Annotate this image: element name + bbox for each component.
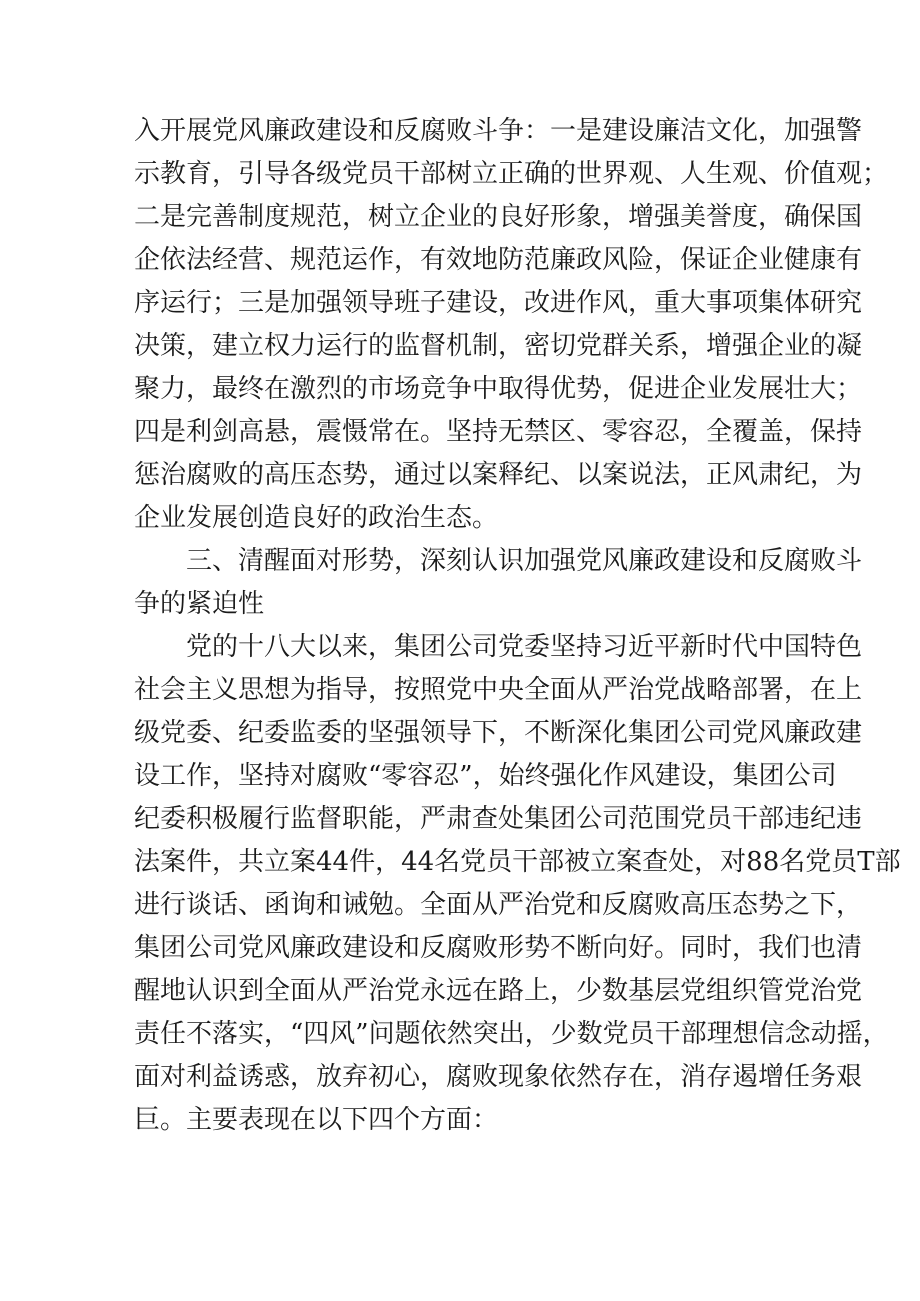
text-line: 入开展党风廉政建设和反腐败斗争：一是建设廉洁文化，加强警: [134, 116, 863, 146]
text-line: 惩治腐败的高压态势，通过以案释纪、以案说法，正风肃纪，为: [134, 460, 863, 490]
text-line: 序运行；三是加强领导班子建设，改进作风，重大事项集体研究: [134, 288, 863, 318]
text-line: 纪委积极履行监督职能，严肃查处集团公司范围党员干部违纪违: [134, 804, 863, 834]
text-line: 巨。主要表现在以下四个方面：: [134, 1105, 499, 1135]
section-heading-line: 三、清醒面对形势，深刻认识加强党风廉政建设和反腐败斗: [186, 546, 863, 576]
section-heading-line: 争的紧迫性: [134, 589, 265, 619]
text-line: 集团公司党风廉政建设和反腐败形势不断向好。同时，我们也清: [134, 933, 863, 963]
text-line: 决策，建立权力运行的监督机制，密切党群关系，增强企业的凝: [134, 331, 863, 361]
text-line: 社会主义思想为指导，按照党中央全面从严治党战略部署，在上: [134, 675, 863, 705]
text-line: 党的十八大以来，集团公司党委坚持习近平新时代中国特色: [186, 632, 863, 662]
body-text: [134, 110, 901, 1142]
text-line: 醒地认识到全面从严治党永远在路上，少数基层党组织管党治党: [134, 976, 863, 1006]
text-line: 四是利剑高悬，震慑常在。坚持无禁区、零容忍，全覆盖，保持: [134, 417, 863, 447]
text-line: 聚力，最终在激烈的市场竞争中取得优势，促进企业发展壮大；: [134, 374, 863, 404]
text-line: 法案件，共立案44件，44名党员干部被立案查处，对88名党员T部: [134, 847, 901, 877]
text-line: 企依法经营、规范运作，有效地防范廉政风险，保证企业健康有: [134, 245, 863, 275]
text-line: 示教育，引导各级党员干部树立正确的世界观、人生观、价值观；: [134, 159, 889, 189]
text-line: 二是完善制度规范，树立企业的良好形象，增强美誉度，确保国: [134, 202, 863, 232]
text-line: 级党委、纪委监委的坚强领导下，不断深化集团公司党风廉政建: [134, 718, 863, 748]
text-line: 面对利益诱惑，放弃初心，腐败现象依然存在，消存遏增任务艰: [134, 1062, 863, 1092]
text-line: 进行谈话、函询和诫勉。全面从严治党和反腐败高压态势之下，: [134, 890, 863, 920]
text-line: 设工作，坚持对腐败“零容忍”，始终强化作风建设，集团公司: [134, 761, 837, 791]
text-line: 企业发展创造良好的政治生态。: [134, 503, 499, 533]
text-line: 责任不落实，“四风”问题依然突出，少数党员干部理想信念动摇，: [134, 1019, 889, 1049]
